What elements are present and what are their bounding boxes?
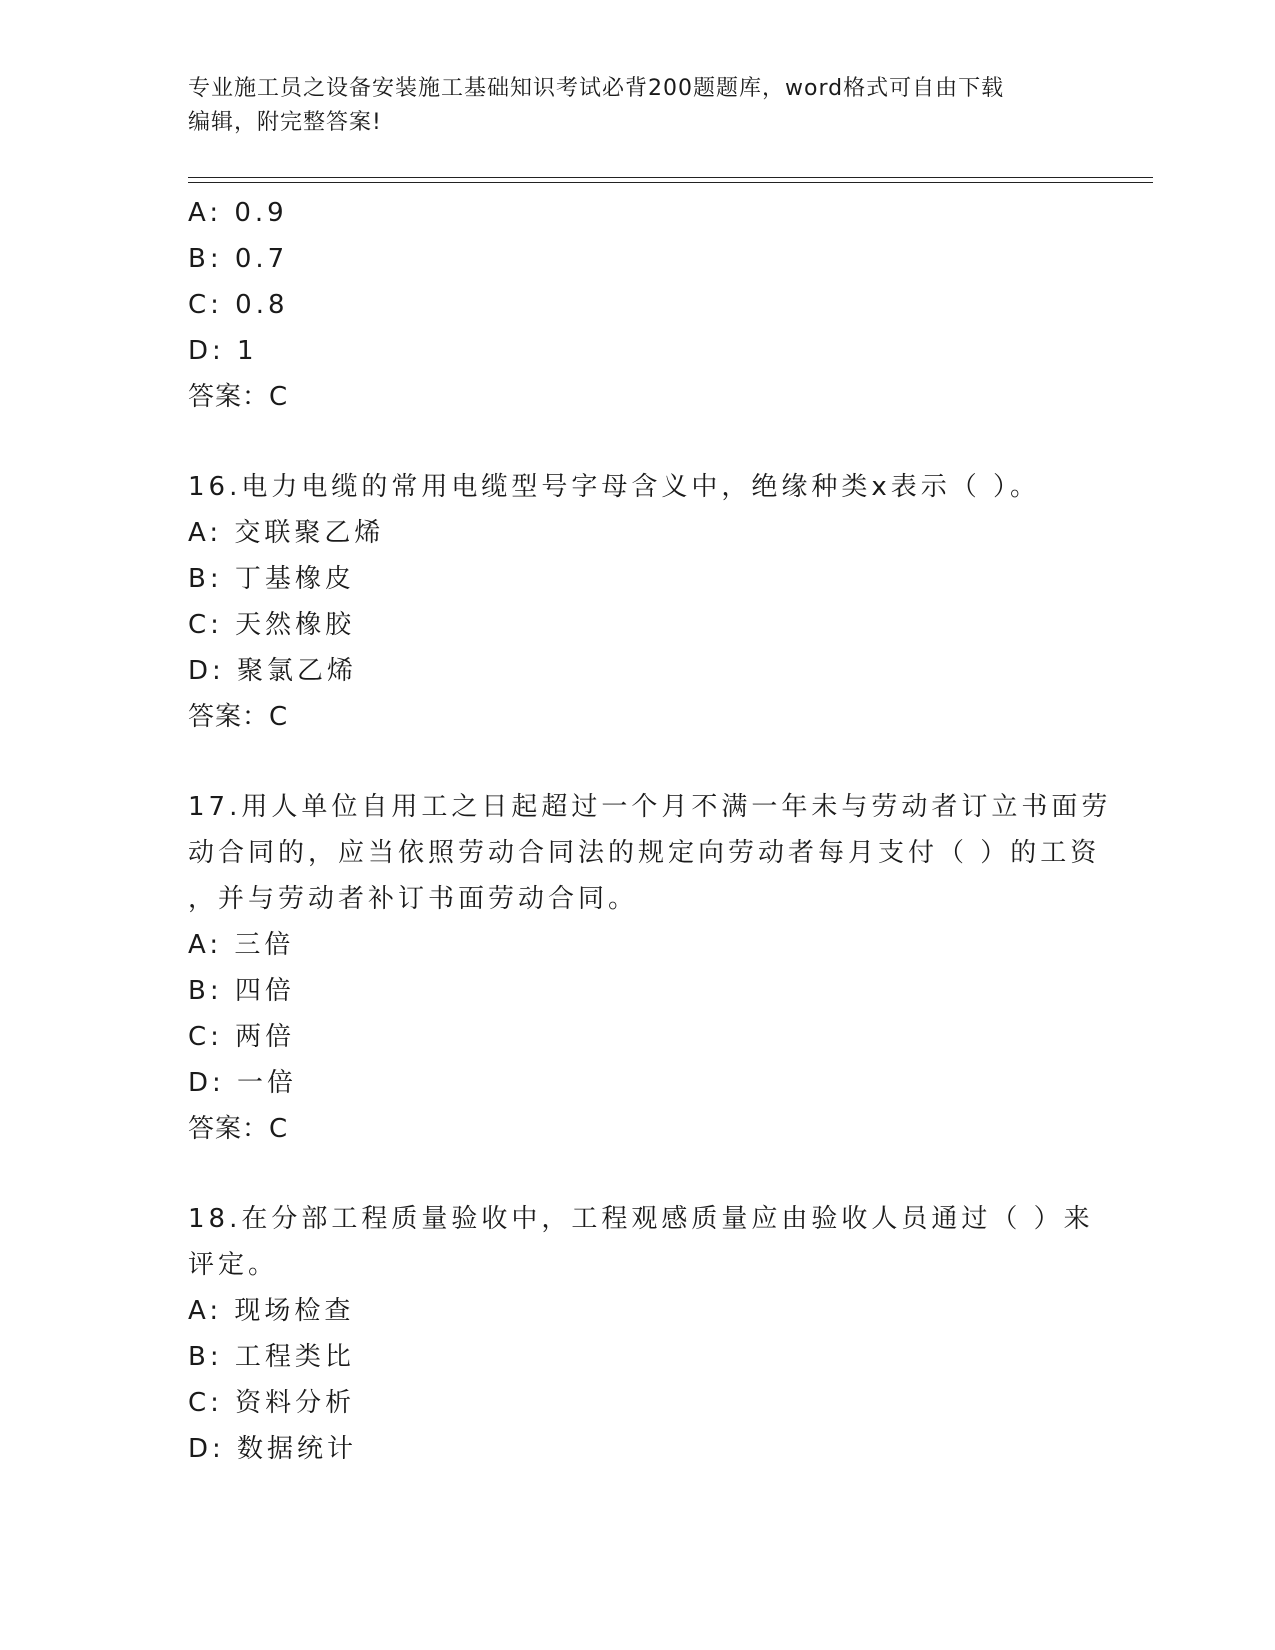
option-b: B: 0.7 <box>188 244 289 274</box>
question-text-line-1: 17.用人单位自用工之日起超过一个月不满一年未与劳动者订立书面劳 <box>188 792 1112 822</box>
option-c: C: 资料分析 <box>188 1388 356 1418</box>
question-text-line-2: 评定。 <box>188 1250 279 1280</box>
question-text-line-1: 18.在分部工程质量验收中，工程观感质量应由验收人员通过（ ）来 <box>188 1204 1094 1234</box>
question-block-prev <box>188 190 1088 420</box>
option-a: A: 交联聚乙烯 <box>188 518 385 548</box>
option-d: D: 数据统计 <box>188 1434 358 1464</box>
option-a: A: 现场检查 <box>188 1296 355 1326</box>
answer-line: 答案：C <box>188 382 289 412</box>
answer-line: 答案：C <box>188 702 289 732</box>
header-rule-top <box>188 177 1153 178</box>
option-d: D: 聚氯乙烯 <box>188 656 358 686</box>
option-d: D: 一倍 <box>188 1068 298 1098</box>
option-c: C: 0.8 <box>188 290 289 320</box>
question-text: 16.电力电缆的常用电缆型号字母含义中，绝缘种类x表示（ ）。 <box>188 472 1041 502</box>
document-page <box>188 0 1158 1650</box>
header-title-line-1: 专业施工员之设备安装施工基础知识考试必背200题题库，word格式可自由下载 <box>188 76 1005 101</box>
spacer <box>188 1152 1088 1196</box>
option-d: D: 1 <box>188 336 258 366</box>
option-c: C: 两倍 <box>188 1022 296 1052</box>
document-header <box>188 72 1068 140</box>
option-a: A: 0.9 <box>188 198 288 228</box>
spacer <box>188 740 1088 784</box>
option-b: B: 工程类比 <box>188 1342 355 1372</box>
question-text-line-3: ，并与劳动者补订书面劳动合同。 <box>188 884 639 914</box>
option-b: B: 四倍 <box>188 976 295 1006</box>
question-block-18 <box>188 1196 1094 1472</box>
option-a: A: 三倍 <box>188 930 295 960</box>
option-b: B: 丁基橡皮 <box>188 564 355 594</box>
answer-line: 答案：C <box>188 1114 289 1144</box>
question-block-16 <box>188 464 1088 740</box>
header-title-line-2: 编辑，附完整答案! <box>188 110 382 135</box>
spacer <box>188 420 1088 464</box>
option-c: C: 天然橡胶 <box>188 610 356 640</box>
question-block-17 <box>188 784 1112 1152</box>
document-body <box>188 190 1112 1472</box>
question-text-line-2: 动合同的，应当依照劳动合同法的规定向劳动者每月支付（ ）的工资 <box>188 838 1101 868</box>
header-rule-bottom <box>188 182 1153 183</box>
